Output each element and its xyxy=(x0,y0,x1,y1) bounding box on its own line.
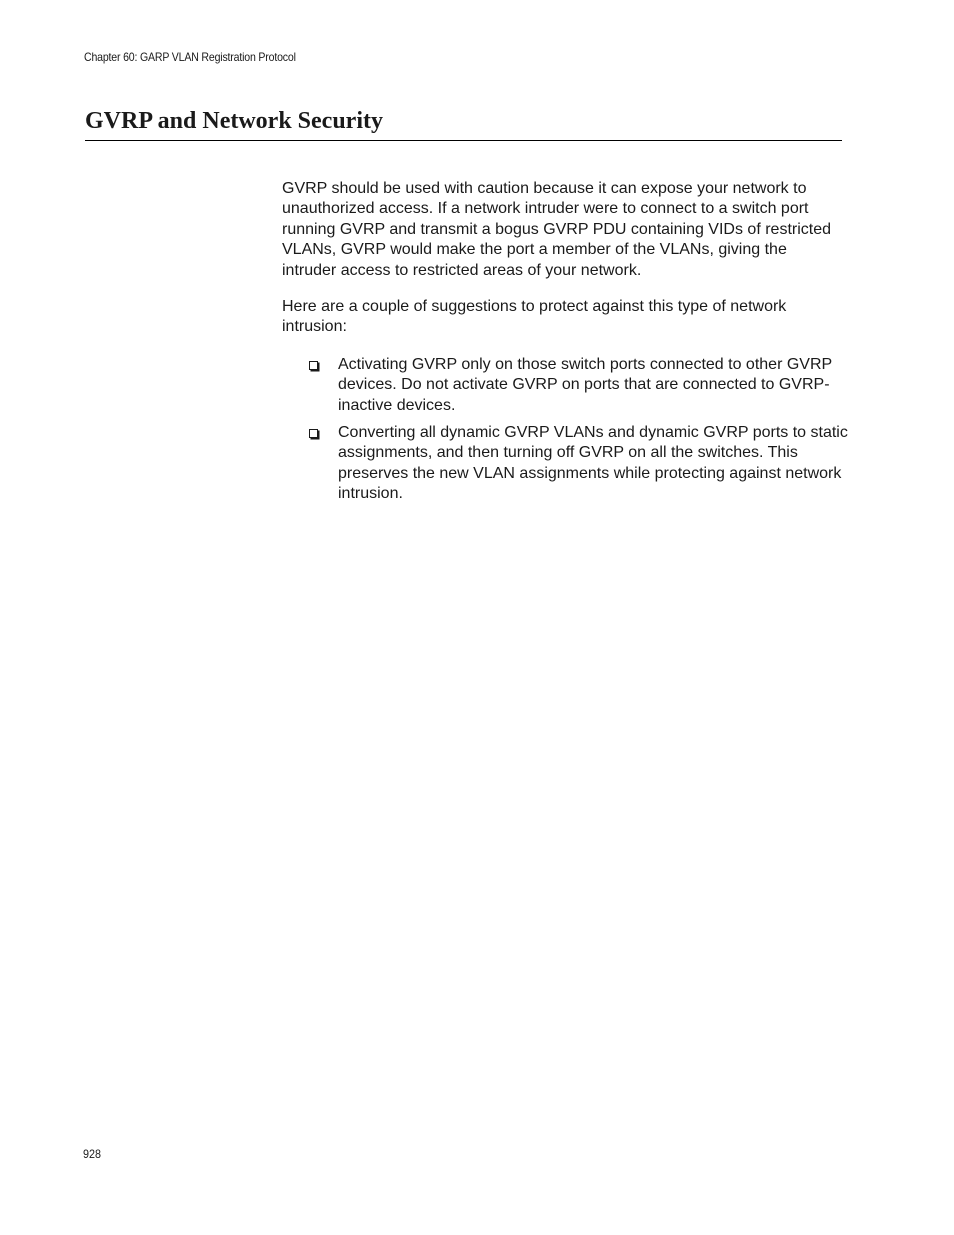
paragraph-gvrp-caution: GVRP should be used with caution because it can expose your network to unauthorized access. If a network intruder were to connect to a switch port running GVRP and transmit a bogus GVRP PDU containing VIDs of restricted VLANs, GVRP would make the port a member of the VLANs, giving the intruder access to restricted areas of your network. xyxy=(282,180,832,279)
checkbox-bullet-icon xyxy=(309,361,318,370)
title-divider xyxy=(85,140,842,141)
page-number: 928 xyxy=(83,1147,102,1161)
section-title: GVRP and Network Security xyxy=(85,108,383,134)
list-item-text: Converting all dynamic GVRP VLANs and dynamic GVRP ports to static assignments, and then turning off GVRP on all the switches. This preserves the new VLAN assignments while protecting against network intrusion. xyxy=(338,424,848,503)
running-header: Chapter 60: GARP VLAN Registration Protocol xyxy=(84,50,296,64)
list-item-text: Activating GVRP only on those switch ports connected to other GVRP devices. Do not activate GVRP on ports that are connected to GVRP-inactive devices. xyxy=(338,356,832,414)
checkbox-bullet-icon xyxy=(309,429,318,438)
paragraph-suggestions-intro: Here are a couple of suggestions to protect against this type of network intrusion: xyxy=(282,298,787,336)
